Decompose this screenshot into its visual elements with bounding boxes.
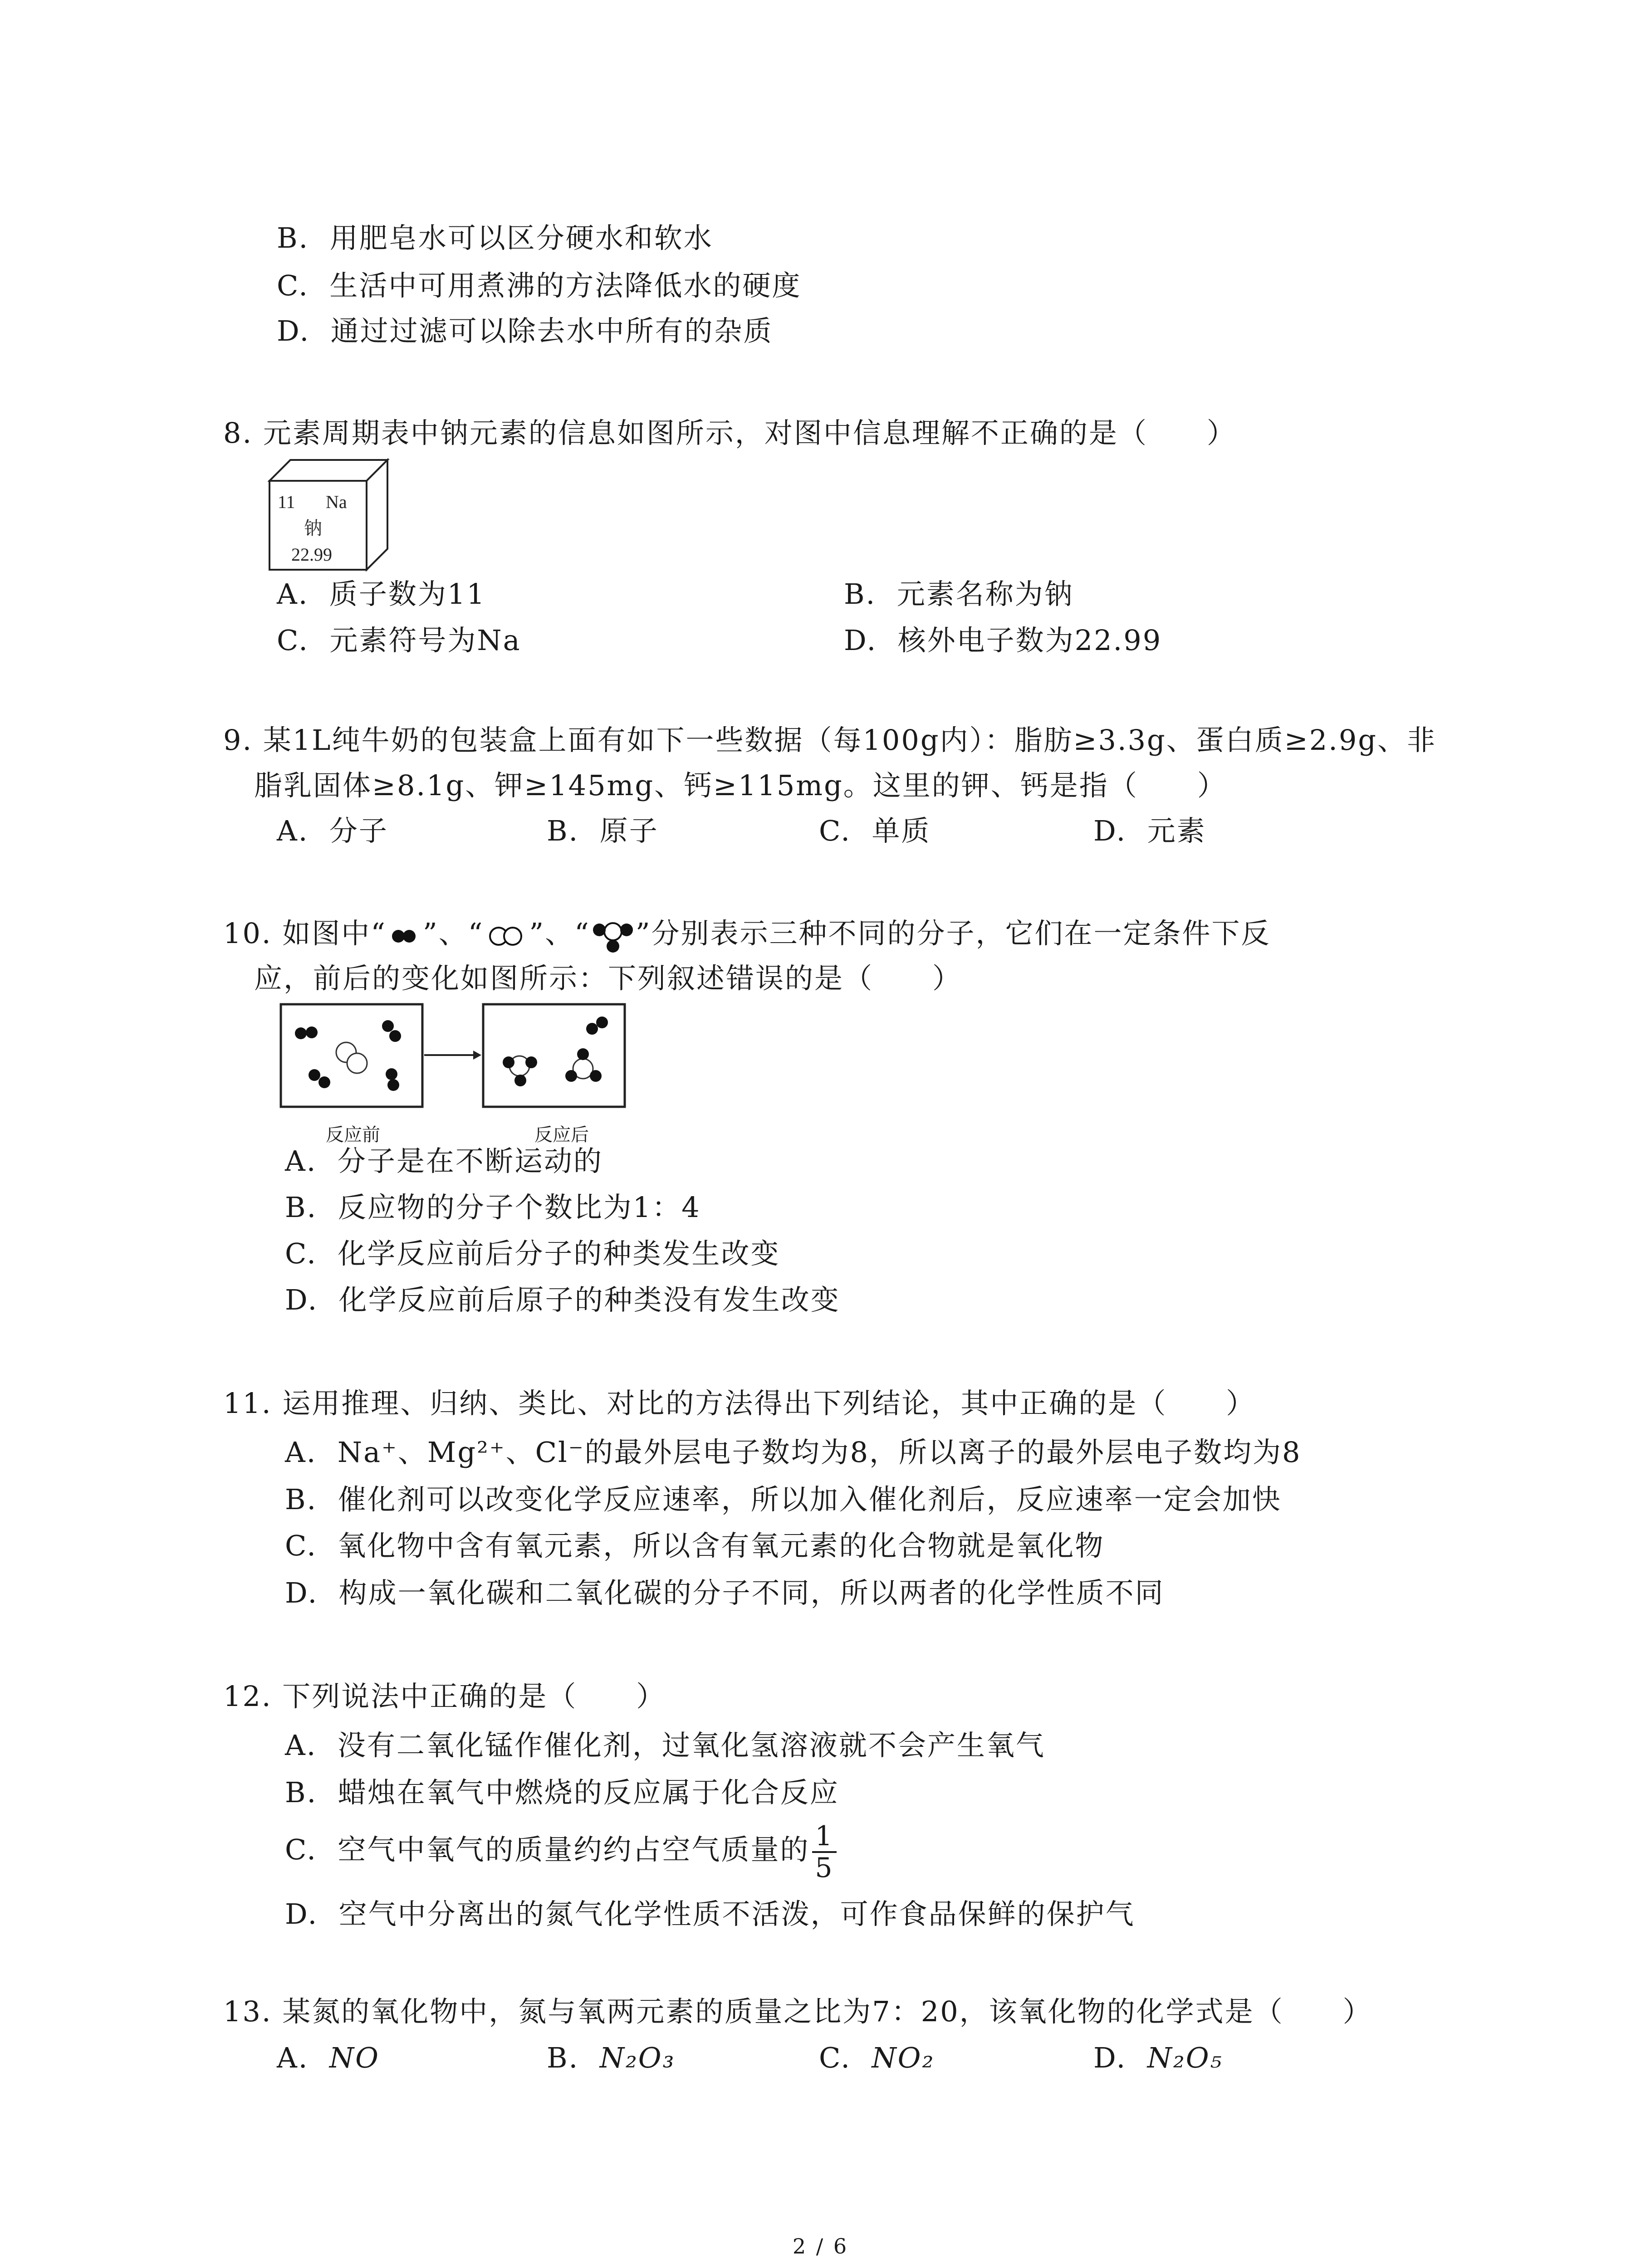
q8-option-d: D. 核外电子数为22.99	[844, 624, 1162, 657]
q13-option-c: C. NO₂	[819, 2041, 935, 2074]
q10-option-d: D. 化学反应前后原子的种类没有发生改变	[285, 1283, 840, 1316]
reaction-diagram	[279, 1002, 633, 1116]
q12-option-d: D. 空气中分离出的氮气化学性质不活泼，可作食品保鲜的保护气	[285, 1897, 1135, 1931]
q11-option-d: D. 构成一氧化碳和二氧化碳的分子不同，所以两者的化学性质不同	[285, 1576, 1165, 1609]
q10-option-c: C. 化学反应前后分子的种类发生改变	[285, 1237, 780, 1270]
q9-option-d: D. 元素	[1093, 814, 1206, 847]
q9-option-a: A. 分子	[277, 814, 388, 847]
q7-option-d: D. 通过过滤可以除去水中所有的杂质	[277, 314, 773, 347]
q13-stem: 13. 某氮的氧化物中，氮与氧两元素的质量之比为7：20，该氧化物的化学式是（ ）	[223, 1995, 1372, 2028]
q12-stem: 12. 下列说法中正确的是（ ）	[223, 1680, 666, 1713]
triatomic-molecule-icon	[590, 919, 636, 953]
q13-option-a: A. NO	[277, 2041, 380, 2074]
q11-option-a: A. Na⁺、Mg²⁺、Cl⁻的最外层电子数均为8，所以离子的最外层电子数均为8	[285, 1436, 1302, 1469]
card-atomic-mass: 22.99	[291, 544, 332, 565]
q13-option-d: D. N₂O₅	[1093, 2041, 1223, 2074]
caption-after: 反应后	[534, 1124, 589, 1145]
white-diatomic-molecule-icon	[484, 924, 529, 947]
q9-option-b: B. 原子	[547, 814, 659, 847]
q8-option-b: B. 元素名称为钠	[844, 577, 1074, 611]
q8-option-c: C. 元素符号为Na	[277, 624, 521, 657]
q7-option-c: C. 生活中可用煮沸的方法降低水的硬度	[277, 269, 802, 302]
q12-option-b: B. 蜡烛在氧气中燃烧的反应属于化合反应	[285, 1776, 839, 1809]
page-number: 2 / 6	[792, 2234, 849, 2258]
fraction-one-fifth: $\frac{1}{5}$	[812, 1821, 836, 1883]
card-symbol: Na	[326, 492, 347, 512]
sodium-element-card	[268, 458, 390, 572]
caption-before: 反应前	[326, 1124, 380, 1145]
q11-option-c: C. 氧化物中含有氧元素，所以含有氧元素的化合物就是氧化物	[285, 1529, 1105, 1562]
q8-option-a: A. 质子数为11	[277, 577, 486, 611]
q9-option-c: C. 单质	[819, 814, 931, 847]
q7-option-b: B. 用肥皂水可以区分硬水和软水	[277, 221, 713, 254]
q12-option-a: A. 没有二氧化锰作催化剂，过氧化氢溶液就不会产生氧气	[285, 1729, 1045, 1762]
q12-option-c: C. 空气中氧气的质量约约占空气质量的 $\frac{1}{5}$	[285, 1821, 837, 1883]
card-name: 钠	[304, 518, 322, 539]
q11-stem: 11. 运用推理、归纳、类比、对比的方法得出下列结论，其中正确的是（ ）	[223, 1387, 1256, 1420]
q10-option-a: A. 分子是在不断运动的	[285, 1144, 603, 1178]
q10-option-b: B. 反应物的分子个数比为1：4	[285, 1191, 701, 1224]
card-atomic-number: 11	[278, 492, 295, 512]
q9-stem-line2: 脂乳固体≥8.1g、钾≥145mg、钙≥115mg。这里的钾、钙是指（ ）	[254, 769, 1227, 802]
black-diatomic-molecule-icon	[387, 924, 423, 947]
q8-stem: 8. 元素周期表中钠元素的信息如图所示，对图中信息理解不正确的是（ ）	[223, 416, 1236, 450]
q10-stem-line1: 10. 如图中“ ”、“ ”、“ ”分别表示三种不同的分子，它们在一定条件下反	[223, 915, 1271, 953]
q11-option-b: B. 催化剂可以改变化学反应速率，所以加入催化剂后，反应速率一定会加快	[285, 1483, 1282, 1516]
q10-stem-line2: 应，前后的变化如图所示：下列叙述错误的是（ ）	[254, 962, 962, 995]
q9-stem-line1: 9. 某1L纯牛奶的包装盒上面有如下一些数据（每100g内）：脂肪≥3.3g、蛋白质≥2.9g、非	[223, 723, 1436, 757]
q13-option-b: B. N₂O₃	[547, 2041, 676, 2074]
